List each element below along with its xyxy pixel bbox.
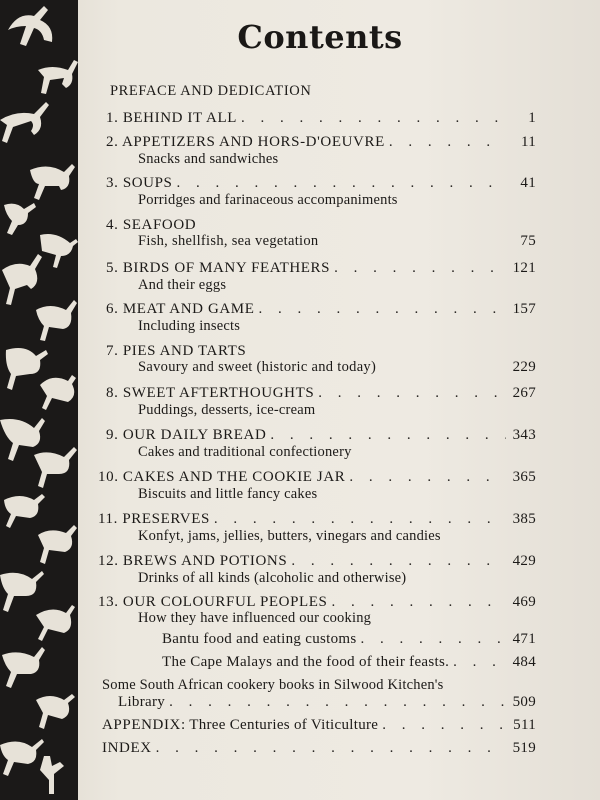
leader-dots [318, 384, 506, 402]
toc-entry-4-subtitle: Fish, shellfish, sea vegetation 75 [138, 233, 536, 249]
page-title: Contents [237, 18, 403, 56]
page-number: 365 [512, 469, 536, 485]
chapter-title: 10. CAKES AND THE COOKIE JAR [98, 469, 346, 485]
chapter-subtitle: Snacks and sandwiches [138, 151, 279, 167]
page-number: 157 [512, 301, 536, 317]
toc-entry-books[interactable]: Library . . . 509 [118, 693, 536, 711]
toc-entry-8[interactable] [106, 384, 536, 402]
leader-dots [382, 716, 506, 734]
chapter-title: 3. SOUPS [106, 175, 173, 191]
toc-subentry-cape-malays[interactable]: The Cape Malays and the food of their feasts. . . . 484 [162, 653, 536, 671]
toc-entry-12[interactable] [98, 552, 536, 570]
chapter-subtitle: Cakes and traditional confectionery [138, 444, 352, 460]
chapter-subtitle: Including insects [138, 318, 241, 334]
page-number: 75 [520, 233, 536, 249]
page-number: 11 [520, 134, 536, 150]
rock-art-border [0, 0, 78, 800]
leader-dots [334, 259, 506, 277]
toc-entry-11[interactable] [98, 510, 536, 528]
table-of-contents [98, 0, 536, 800]
leader-dots [291, 552, 506, 570]
page-number: 429 [512, 553, 536, 569]
chapter-title: 9. OUR DAILY BREAD [106, 427, 267, 443]
chapter-subtitle: Porridges and farinaceous accompaniments [138, 192, 398, 208]
toc-entry-appendix[interactable]: APPENDIX: Three Centuries of Viticulture . . . 511 [102, 716, 536, 734]
leader-dots [177, 174, 506, 192]
toc-entry-2[interactable] [106, 133, 536, 151]
leader-dots [270, 426, 506, 444]
chapter-title: 4. SEAFOOD [106, 217, 197, 233]
leader-dots [453, 653, 506, 671]
leader-dots [389, 133, 506, 151]
chapter-subtitle: How they have influenced our cooking [138, 610, 372, 626]
leader-dots [214, 510, 506, 528]
page-number: 343 [512, 427, 536, 443]
chapter-subtitle: Konfyt, jams, jellies, butters, vinegars and candies [138, 528, 441, 544]
leader-dots [156, 739, 506, 757]
page-number: 511 [513, 717, 536, 733]
toc-entry-9[interactable] [106, 426, 536, 444]
page-number: 229 [512, 359, 536, 375]
toc-entry-7-subtitle: Savoury and sweet (historic and today) 229 [138, 359, 536, 375]
chapter-title: 8. SWEET AFTERTHOUGHTS [106, 385, 315, 401]
chapter-subtitle: And their eggs [138, 277, 227, 293]
page-number: 484 [512, 654, 536, 670]
chapter-title: 12. BREWS AND POTIONS [98, 553, 288, 569]
page-number: 469 [512, 594, 536, 610]
page-number: 41 [520, 175, 536, 191]
toc-entry-6[interactable] [106, 300, 536, 318]
chapter-title: 6. MEAT AND GAME [106, 301, 255, 317]
toc-entry-1[interactable] [106, 109, 536, 127]
toc-entry-10[interactable] [98, 468, 536, 486]
leader-dots [169, 693, 506, 711]
chapter-subtitle: Drinks of all kinds (alcoholic and otherwise) [138, 570, 407, 586]
chapter-title: 5. BIRDS OF MANY FEATHERS [106, 260, 331, 276]
toc-entry-5[interactable] [106, 259, 536, 277]
chapter-title: 11. PRESERVES [98, 511, 210, 527]
leader-dots [349, 468, 506, 486]
page-number: 121 [512, 260, 536, 276]
page-number: 471 [512, 631, 536, 647]
preface-entry[interactable]: PREFACE AND DEDICATION [110, 83, 312, 99]
rock-art-illustration [0, 0, 78, 800]
chapter-title: 7. PIES AND TARTS [106, 343, 247, 359]
toc-entry-3[interactable] [106, 174, 536, 192]
page-number: 509 [512, 694, 536, 710]
page-number: 1 [528, 110, 536, 126]
page-number: 519 [512, 740, 536, 756]
page-number: 267 [512, 385, 536, 401]
chapter-title: 13. OUR COLOURFUL PEOPLES [98, 594, 328, 610]
chapter-subtitle: Biscuits and little fancy cakes [138, 486, 318, 502]
leader-dots [259, 300, 506, 318]
leader-dots [361, 630, 506, 648]
toc-subentry-bantu[interactable]: Bantu food and eating customs . . . 471 [162, 630, 536, 648]
chapter-subtitle: Puddings, desserts, ice-cream [138, 402, 316, 418]
chapter-title: 1. BEHIND IT ALL [106, 110, 237, 126]
books-entry-line1[interactable]: Some South African cookery books in Silwood Kitchen's [102, 677, 444, 693]
page-number: 385 [512, 511, 536, 527]
chapter-title: 2. APPETIZERS AND HORS-D'OEUVRE [106, 134, 385, 150]
toc-entry-index[interactable]: INDEX . . . 519 [102, 739, 536, 757]
leader-dots [241, 109, 506, 127]
